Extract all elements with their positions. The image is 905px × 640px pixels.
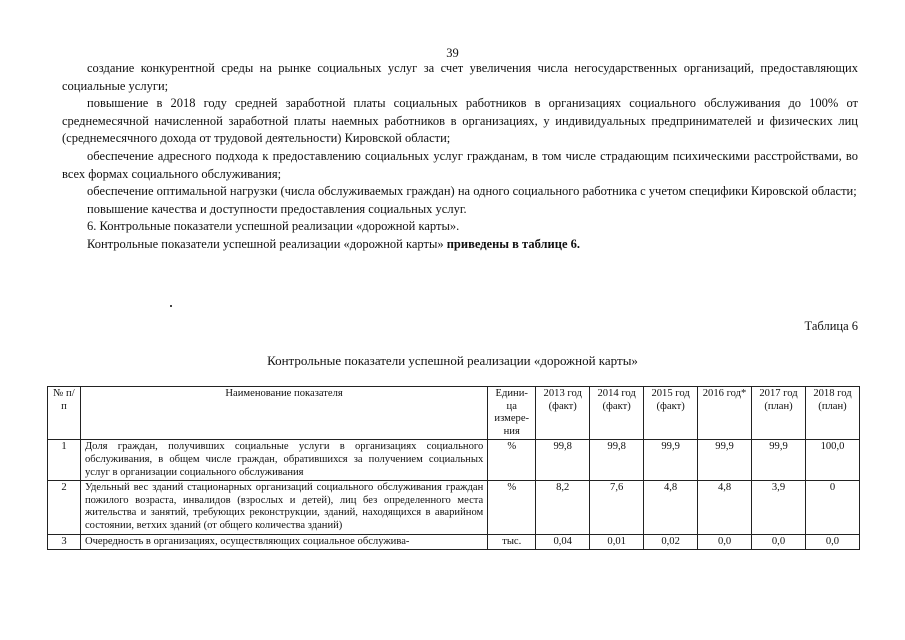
table-row <box>48 534 860 550</box>
table-cell: тыс. <box>488 534 536 550</box>
table-cell: 99,9 <box>698 440 752 481</box>
paragraph: обеспечение адресного подхода к предоставлению социальных услуг гражданам, в том числе страдающим психическими расстройствами, во всех формах социального обслуживания; <box>62 148 858 181</box>
table-cell: % <box>488 440 536 481</box>
table-reference-text: Контрольные показатели успешной реализации «дорожной карты» <box>87 236 447 251</box>
header-cell: 2016 год* <box>698 387 752 440</box>
table-cell: 4,8 <box>698 481 752 534</box>
indicators-table <box>47 386 860 550</box>
table-cell: 0,01 <box>590 534 644 550</box>
table-cell: 3 <box>48 534 81 550</box>
paragraph: создание конкурентной среды на рынке социальных услуг за счет увеличения числа негосударственных организаций, предоставляющих социальные услуги; <box>62 61 858 93</box>
table-cell: 1 <box>48 440 81 481</box>
body-text <box>62 60 858 254</box>
table-cell: 4,8 <box>644 481 698 534</box>
paragraph: повышение качества и доступности предоставления социальных услуг. <box>87 201 467 216</box>
table-cell: Доля граждан, получивших социальные услуги в организациях социального обслуживания, в общем числе граждан, обратившихся за получением социальных услуг в организации социального обслуживания <box>80 440 487 481</box>
table-cell: Очередность в организациях, осуществляющих социальное обслужива- <box>80 534 487 550</box>
table-cell: 7,6 <box>590 481 644 534</box>
header-cell: Наименование показателя <box>80 387 487 440</box>
table-cell: Удельный вес зданий стационарных организаций социального обслуживания граждан пожилого возраста, инвалидов (взрослых и детей), лиц без определенного места жительства и занятий, требующих реконструкции, зданий, находящихся в аварийном состоянии, ветхих зданий (от общего количества зданий) <box>80 481 487 534</box>
table-label: Таблица 6 <box>804 319 858 333</box>
header-cell: 2015 год (факт) <box>644 387 698 440</box>
header-cell: 2014 год (факт) <box>590 387 644 440</box>
table-cell: 0,04 <box>536 534 590 550</box>
header-cell: № п/п <box>48 387 81 440</box>
table-cell: 0,02 <box>644 534 698 550</box>
paragraph-table-reference <box>62 236 858 254</box>
table-reference-bold: приведены в таблице 6. <box>446 236 581 251</box>
table-cell: 2 <box>48 481 81 534</box>
header-cell: 2017 год (план) <box>752 387 806 440</box>
table-title: Контрольные показатели успешной реализации «дорожной карты» <box>267 353 638 368</box>
table-cell: 99,8 <box>590 440 644 481</box>
header-cell: 2018 год (план) <box>805 387 859 440</box>
table-cell: 0,0 <box>698 534 752 550</box>
header-cell: Едини-ца измере-ния <box>488 387 536 440</box>
table-row <box>48 481 860 534</box>
table-cell: 99,8 <box>536 440 590 481</box>
table-cell: 0,0 <box>752 534 806 550</box>
table-cell: 8,2 <box>536 481 590 534</box>
table-cell: 0,0 <box>805 534 859 550</box>
paragraph: повышение в 2018 году средней заработной платы социальных работников в организациях социального обслуживания до 100% от среднемесячной начисленной заработной платы наемных работников в организациях, у индивидуальных предпринимателей и физических лиц (среднемесячного дохода от трудовой деятельности) Кировской области; <box>62 96 858 146</box>
header-cell: 2013 год (факт) <box>536 387 590 440</box>
table-cell: 0 <box>805 481 859 534</box>
table-cell: 99,9 <box>644 440 698 481</box>
table-cell: 100,0 <box>805 440 859 481</box>
table-cell: 99,9 <box>752 440 806 481</box>
stray-dot <box>170 305 172 307</box>
table-cell: 3,9 <box>752 481 806 534</box>
paragraph-section-heading: 6. Контрольные показатели успешной реализации «дорожной карты». <box>87 219 460 234</box>
table-cell: % <box>488 481 536 534</box>
paragraph: обеспечение оптимальной нагрузки (числа обслуживаемых граждан) на одного социального работника с учетом специфики Кировской области; <box>87 184 857 199</box>
table-row <box>48 440 860 481</box>
table-header-row <box>48 387 860 440</box>
page-number: 39 <box>446 46 459 60</box>
